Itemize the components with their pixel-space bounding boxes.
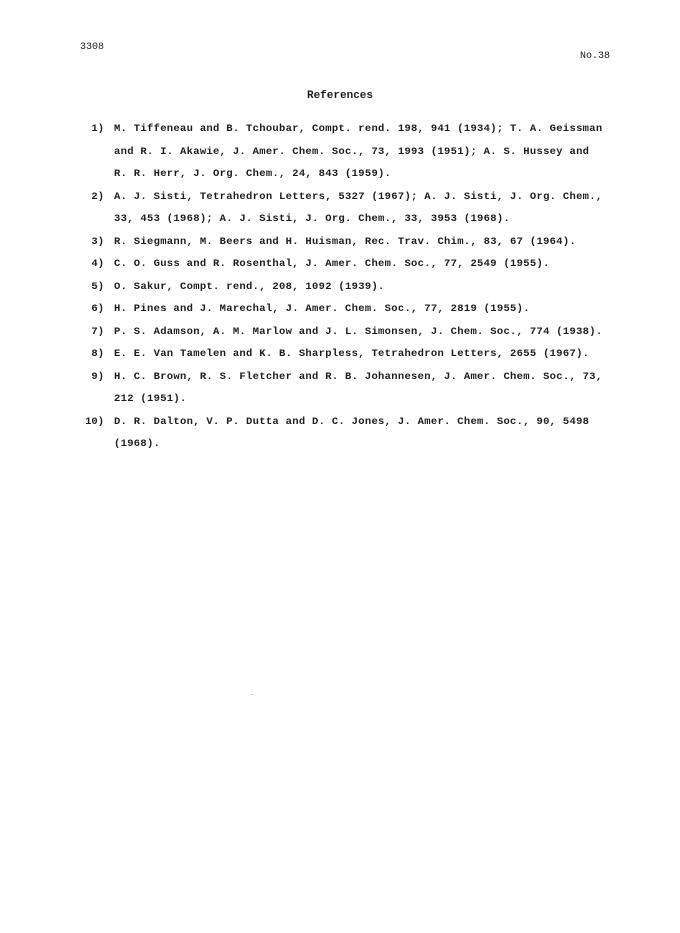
reference-item <box>72 321 617 344</box>
reference-text: M. Tiffeneau and B. Tchoubar, Compt. rend. 198, 941 (1934); T. A. Geissman and R. I. Akawie, J. Amer. Chem. Soc., 73, 1993 (1951); A. S. Hussey and R. R. Herr, J. Org. Chem., 24, 843 (1959). <box>114 123 603 180</box>
reference-text: H. C. Brown, R. S. Fletcher and R. B. Johannesen, J. Amer. Chem. Soc., 73, 212 (1951). <box>114 370 603 405</box>
reference-text: D. R. Dalton, V. P. Dutta and D. C. Jones, J. Amer. Chem. Soc., 90, 5498 (1968). <box>114 415 590 450</box>
reference-number: 8) <box>91 348 104 360</box>
reference-number: 10) <box>85 415 104 428</box>
scan-speck <box>251 694 254 695</box>
reference-text: E. E. Van Tamelen and K. B. Sharpless, Tetrahedron Letters, 2655 (1967). <box>114 348 590 360</box>
reference-item <box>72 186 617 231</box>
reference-item <box>72 253 617 276</box>
reference-list <box>72 118 617 456</box>
reference-number: 7) <box>91 325 104 338</box>
reference-item <box>72 231 617 254</box>
reference-number: 9) <box>91 370 104 383</box>
reference-item <box>72 366 617 411</box>
reference-number: 2) <box>91 190 104 203</box>
reference-text: H. Pines and J. Marechal, J. Amer. Chem. Soc., 77, 2819 (1955). <box>114 303 530 315</box>
reference-item <box>72 276 617 299</box>
reference-number: 4) <box>91 258 104 270</box>
reference-text: C. O. Guss and R. Rosenthal, J. Amer. Chem. Soc., 77, 2549 (1955). <box>114 258 550 270</box>
reference-item <box>72 343 617 366</box>
reference-number: 1) <box>91 123 104 135</box>
reference-item <box>72 118 617 186</box>
reference-item <box>72 411 617 456</box>
issue-number: No.38 <box>579 51 610 62</box>
references-heading: References <box>306 90 373 102</box>
reference-number: 6) <box>91 303 104 315</box>
reference-text: P. S. Adamson, A. M. Marlow and J. L. Simonsen, J. Chem. Soc., 774 (1938). <box>114 325 603 338</box>
reference-text: R. Siegmann, M. Beers and H. Huisman, Rec. Trav. Chim., 83, 67 (1964). <box>114 235 577 248</box>
reference-item <box>72 298 617 321</box>
reference-number: 5) <box>91 280 104 293</box>
page-number: 3308 <box>80 42 105 53</box>
reference-text: A. J. Sisti, Tetrahedron Letters, 5327 (1967); A. J. Sisti, J. Org. Chem., 33, 453 (1968); A. J. Sisti, J. Org. Chem., 33, 3953 (1968). <box>114 190 603 225</box>
reference-number: 3) <box>91 235 104 248</box>
reference-text: O. Sakur, Compt. rend., 208, 1092 (1939). <box>114 280 385 293</box>
